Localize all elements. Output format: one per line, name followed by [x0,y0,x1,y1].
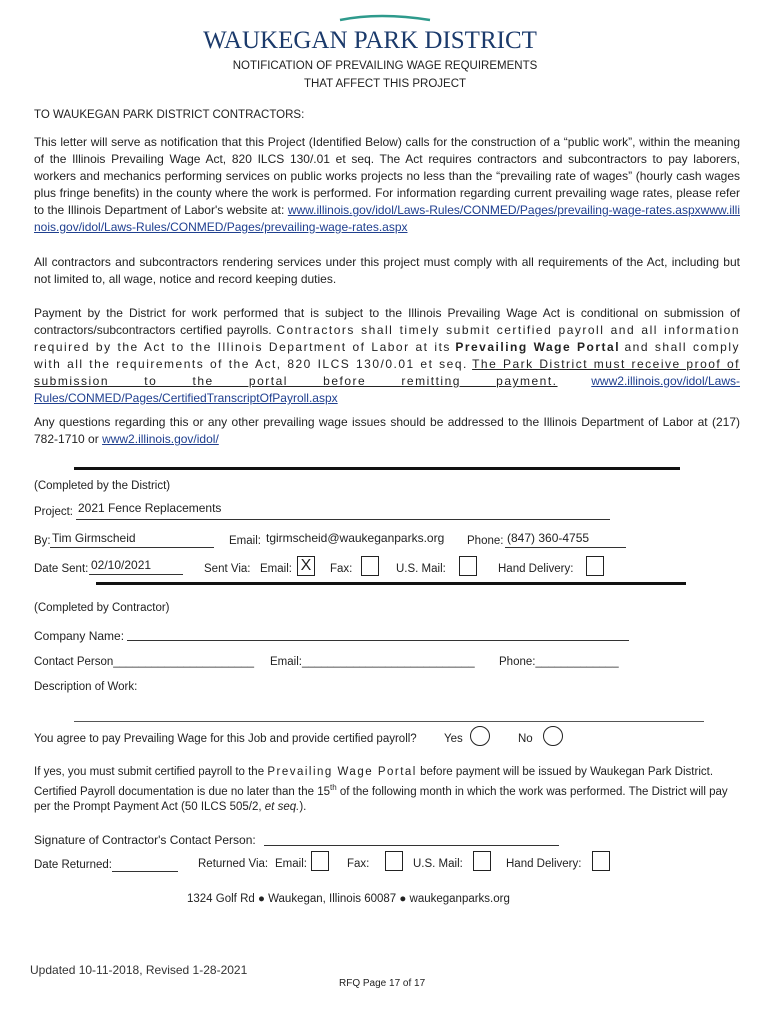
notice-text-start: If yes, you must submit certified payroll to the [34,766,265,778]
yes-radio[interactable] [470,726,490,746]
notice-closing: ). [299,800,307,813]
salutation: TO WAUKEGAN PARK DISTRICT CONTRACTORS: [34,109,305,121]
district-phone-value: (847) 360-4755 [507,531,590,545]
returned-via-label: Returned Via: [198,858,269,870]
no-label: No [518,733,533,745]
notice-portal-text: Prevailing Wage Portal [267,766,417,778]
returned-via-hand-label: Hand Delivery: [506,858,582,870]
date-sent-field[interactable] [89,558,183,575]
returned-via-email-checkbox[interactable] [311,851,329,871]
intro-paragraph [34,134,740,236]
payment-requirements-text: and shall comply with all the requirements of the Act, 820 ILCS 130/0.01 et seq. [34,340,740,371]
project-label: Project: [34,506,73,518]
contact-phone-label[interactable]: Phone:_____________ [499,656,619,668]
sent-via-email-checkbox[interactable] [297,556,315,576]
returned-via-mail-label: U.S. Mail: [413,858,463,870]
district-phone-field[interactable] [505,531,626,548]
district-section-heading: (Completed by the District) [34,480,171,492]
description-of-work-label: Description of Work: [34,681,138,693]
district-address: 1324 Golf Rd ● Waukegan, Illinois 60087 ● waukeganparks.org [187,893,510,905]
returned-via-hand-checkbox[interactable] [592,851,610,871]
date-returned-label: Date Returned: [34,859,112,871]
section-divider-top [74,467,680,470]
section-divider-middle [96,582,686,585]
notice-italic: et seq. [264,800,300,813]
by-label: By: [34,535,51,547]
notice-text-middle: before payment will be issued by Waukegan Park District. Certified Payroll documentation is due no later than the 15 [34,766,714,798]
certified-payroll-notice [34,765,740,815]
notice-title-line2: THAT AFFECT THIS PROJECT [303,78,467,90]
by-value: Tim Girmscheid [52,531,136,545]
notice-title-line1: NOTIFICATION OF PREVAILING WAGE REQUIREMENTS [232,60,538,72]
date-sent-label: Date Sent: [34,563,89,575]
returned-via-fax-label: Fax: [347,858,370,870]
contact-person-label[interactable]: Contact Person______________________ [34,656,254,668]
date-returned-field[interactable] [112,855,178,872]
signature-label: Signature of Contractor's Contact Person: [34,833,256,847]
page-number: RFQ Page 17 of 17 [339,978,426,989]
sent-via-fax-label: Fax: [330,563,353,575]
logo-text: WAUKEGAN PARK DISTRICT [203,27,537,54]
project-value: 2021 Fence Replacements [78,501,222,515]
sent-via-hand-label: Hand Delivery: [498,563,574,575]
certified-payroll-link[interactable]: www2.illinois.gov/idol/Laws-Rules/CONMED/Pages/CertifiedTranscriptOfPayroll.aspx [34,374,740,405]
contact-email-label[interactable]: Email:___________________________ [270,656,475,668]
district-email-value: tgirmscheid@waukeganparks.org [266,531,445,545]
returned-via-email-label: Email: [275,858,307,870]
sent-via-email-label: Email: [260,563,292,575]
date-sent-value: 02/10/2021 [91,558,152,572]
intro-paragraph-text: This letter will serve as notification that this Project (Identified Below) calls for the construction of a “public work”, within the meaning of the Illinois Prevailing Wage Act, 820 ILCS 130/.01 et seq. The Act requires contractors and subcontractors to pay laborers, workers and mechanics performing services on public works projects no less than the “prevailing rate of wages” (hourly cash wages plus fringe benefits) in the county where the work is performed. For information regarding current prevailing wage rates, please refer to the Illinois Department of Labor's website at: [34,135,740,217]
sent-via-fax-checkbox[interactable] [361,556,379,576]
by-field[interactable] [50,531,214,548]
sent-via-hand-checkbox[interactable] [586,556,604,576]
yes-label: Yes [444,733,463,745]
contractor-section-heading: (Completed by Contractor) [34,602,170,614]
project-field[interactable] [76,501,610,520]
company-name-label: Company Name: [34,629,125,643]
questions-paragraph [34,414,740,448]
returned-via-mail-checkbox[interactable] [473,851,491,871]
payment-paragraph [34,305,740,407]
district-email-label: Email: [229,535,261,547]
payment-proof-text: The Park District must receive proof of submission to the portal before remitting payment. [34,357,740,388]
district-phone-label: Phone: [467,535,504,547]
compliance-paragraph: All contractors and subcontractors rendering services under this project must comply with all requirements of the Act, including but not limited to, all wage, notice and record keeping duties. [34,255,740,286]
returned-via-fax-checkbox[interactable] [385,851,403,871]
questions-text: Any questions regarding this or any other prevailing wage issues should be addressed to the Illinois Department of Labor at (217) 782-1710 or [34,415,740,446]
payment-spaced-text: Contractors shall timely submit certified payroll and all information required by the Act to the Illinois Department of Labor at its [34,323,741,354]
district-logo [190,14,550,54]
agree-question: You agree to pay Prevailing Wage for this Job and provide certified payroll? [34,733,417,745]
company-name-field[interactable] [127,625,629,641]
notice-text-end: of the following month in which the work was performed. The District will pay per the Prompt Payment Act (50 ILCS 505/2, [34,785,728,813]
signature-field[interactable] [264,829,559,846]
payment-plain-text: Payment by the District for work performed that is subject to the Illinois Prevailing Wage Act is conditional on submission of contractors/subcontractors certified payrolls. [34,306,740,337]
district-email-field[interactable] [264,531,464,547]
checkbox-check-mark: X [300,557,312,574]
prevailing-wage-portal-text: Prevailing Wage Portal [455,340,621,354]
revision-note: Updated 10-11-2018, Revised 1-28-2021 [30,963,248,977]
sent-via-mail-label: U.S. Mail: [396,563,446,575]
prevailing-wage-rates-link[interactable]: www.illinois.gov/idol/Laws-Rules/CONMED/Pages/prevailing-wage-rates.aspxwww.illinois.gov/idol/Laws-Rules/CONMED/Pages/prevailing-wage-rates.aspx [34,203,740,234]
description-field[interactable] [74,721,704,722]
idol-link[interactable]: www2.illinois.gov/idol/ [102,432,219,446]
sent-via-mail-checkbox[interactable] [459,556,477,576]
no-radio[interactable] [543,726,563,746]
notice-superscript: th [330,783,337,792]
sent-via-label: Sent Via: [204,563,251,575]
